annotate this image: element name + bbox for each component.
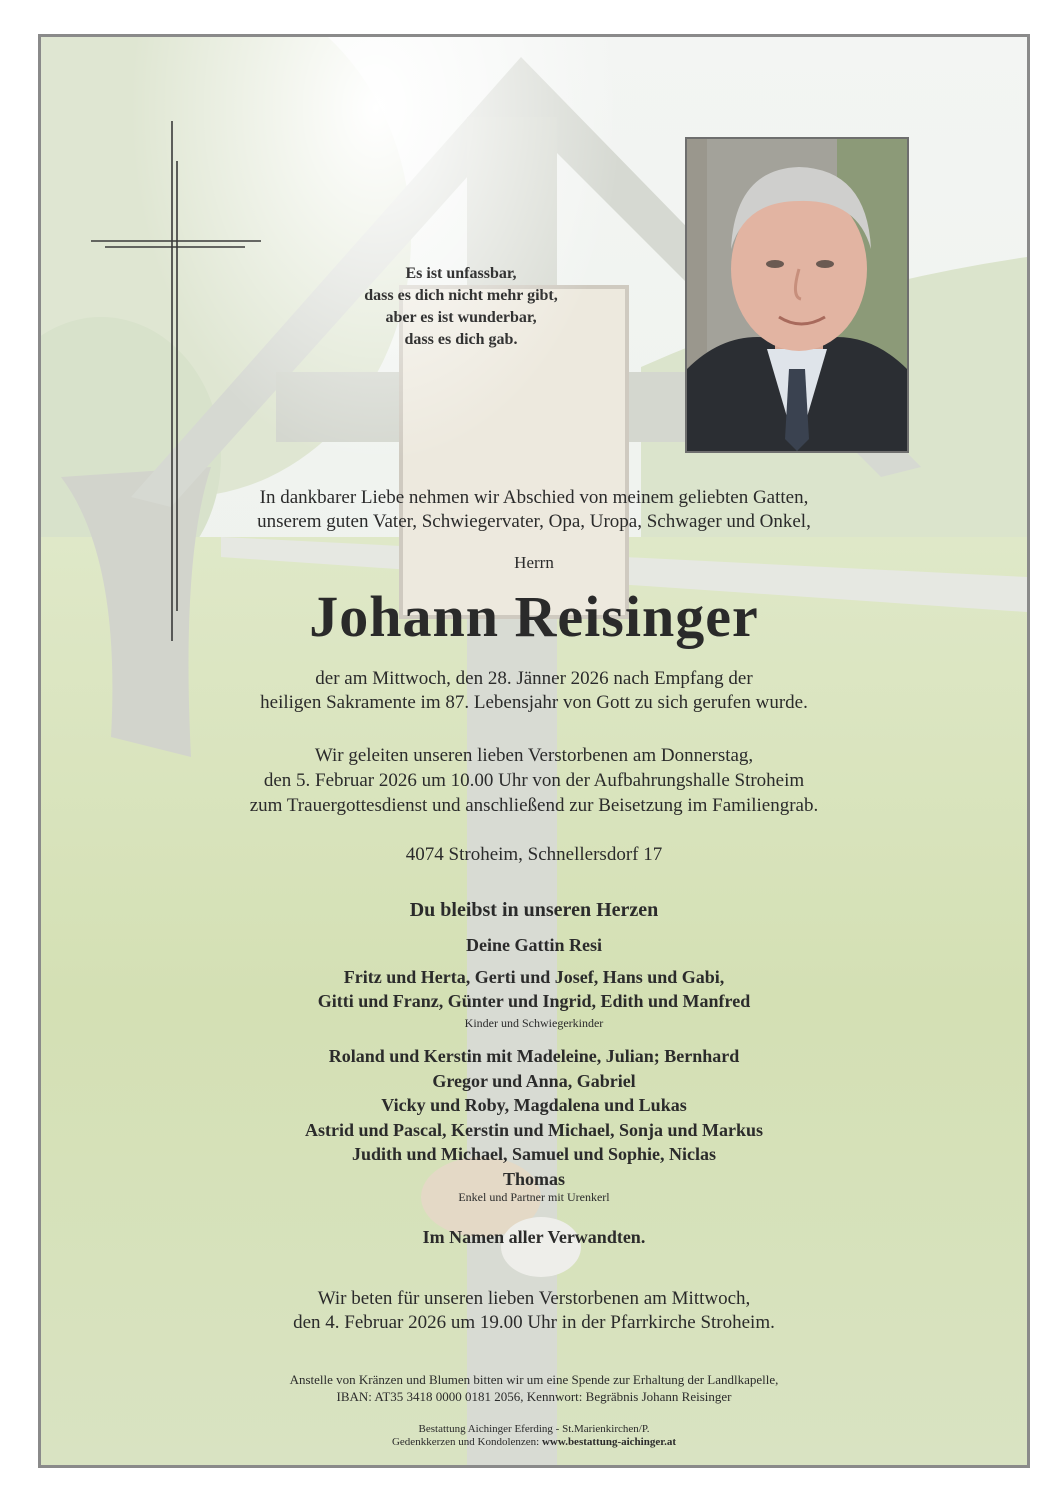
grandchildren-line: Judith und Michael, Samuel und Sophie, Niclas — [351, 1144, 717, 1165]
undertaker-info — [41, 1423, 1027, 1449]
intro-line: In dankbarer Liebe nehmen wir Abschied von meinem geliebten Gatten, — [259, 487, 809, 508]
death-notice-line: heiligen Sakramente im 87. Lebensjahr von Gott zu sich gerufen wurde. — [260, 692, 808, 713]
funeral-info — [41, 743, 1027, 818]
prayer-info — [41, 1287, 1027, 1335]
grandchildren-line: Vicky und Roby, Magdalena und Lukas — [381, 1095, 687, 1116]
address: 4074 Stroheim, Schnellersdorf 17 — [405, 844, 663, 865]
mourners-grandchildren — [41, 1044, 1027, 1192]
death-notice — [41, 667, 1027, 715]
quote-line: Es ist unfassbar, — [405, 265, 517, 282]
undertaker-line — [41, 1436, 1027, 1449]
grandchildren-note: Enkel und Partner mit Urenkerl — [458, 1190, 610, 1204]
grandchildren-line: Gregor und Anna, Gabriel — [432, 1070, 636, 1091]
quote — [251, 263, 671, 351]
grandchildren-line: Astrid und Pascal, Kerstin und Michael, Sonja und Markus — [304, 1119, 764, 1140]
funeral-line: Wir geleiten unseren lieben Verstorbenen am Donnerstag, — [314, 745, 754, 766]
prayer-line: den 4. Februar 2026 um 19.00 Uhr in der Pfarrkirche Stroheim. — [293, 1312, 775, 1333]
portrait-photo — [685, 137, 909, 453]
mourners-heading: Du bleibst in unseren Herzen — [409, 899, 659, 921]
grandchildren-line: Roland und Kerstin mit Madeleine, Julian; Bernhard — [328, 1046, 740, 1066]
salutation: Herrn — [514, 553, 554, 572]
undertaker-line: Bestattung Aichinger Eferding - St.Marienkirchen/P. — [418, 1423, 650, 1435]
donation-line: Anstelle von Kränzen und Blumen bitten wir um eine Spende zur Erhaltung der Landlkapelle, — [289, 1372, 779, 1387]
mourner-wife: Deine Gattin Resi — [466, 935, 602, 955]
deceased-name: Johann Reisinger — [309, 584, 759, 649]
obituary-card — [38, 34, 1030, 1468]
undertaker-prefix: Gedenkkerzen und Kondolenzen: — [391, 1436, 542, 1448]
death-notice-line: der am Mittwoch, den 28. Jänner 2026 nach Empfang der — [315, 668, 753, 689]
quote-line: dass es dich nicht mehr gibt, — [364, 287, 558, 304]
grandchildren-line: Thomas — [502, 1168, 565, 1189]
intro-line: unserem guten Vater, Schwiegervater, Opa, Uropa, Schwager und Onkel, — [257, 511, 811, 532]
funeral-line: zum Trauergottesdienst und anschließend zur Beisetzung im Familiengrab. — [249, 795, 819, 816]
intro-text — [41, 486, 1027, 534]
funeral-line: den 5. Februar 2026 um 10.00 Uhr von der Aufbahrungshalle Stroheim — [263, 770, 805, 791]
quote-line: dass es dich gab. — [404, 331, 518, 348]
children-line: Gitti und Franz, Günter und Ingrid, Edith und Manfred — [317, 991, 751, 1011]
quote-line: aber es ist wunderbar, — [385, 309, 537, 326]
donation-info — [41, 1371, 1027, 1405]
mourners-children — [41, 965, 1027, 1013]
children-note: Kinder und Schwiegerkinder — [464, 1016, 604, 1030]
children-line: Fritz und Herta, Gerti und Josef, Hans und Gabi, — [343, 967, 725, 987]
undertaker-website-link[interactable]: www.bestattung-aichinger.at — [541, 1436, 677, 1448]
prayer-line: Wir beten für unseren lieben Verstorbenen am Mittwoch, — [317, 1288, 751, 1309]
donation-line: IBAN: AT35 3418 0000 0181 2056, Kennwort: Begräbnis Johann Reisinger — [336, 1389, 732, 1404]
relatives-line: Im Namen aller Verwandten. — [422, 1227, 646, 1247]
